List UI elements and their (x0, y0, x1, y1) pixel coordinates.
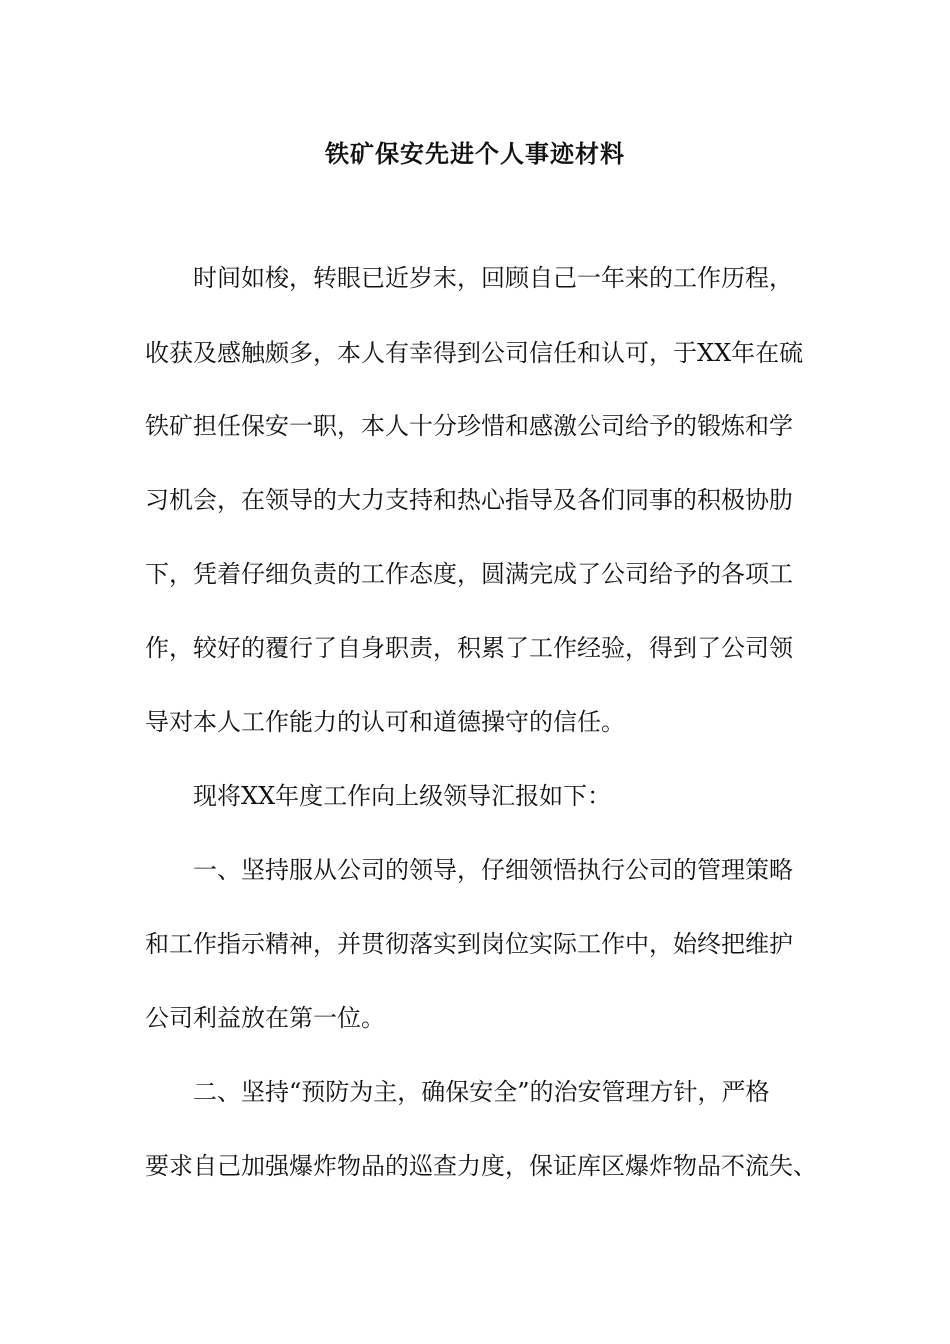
paragraph-line: 现将XX年度工作向上级领导汇报如下： (193, 782, 612, 810)
paragraph-line: 公司利益放在第一位。 (145, 1004, 385, 1032)
paragraph-line: 一、坚持服从公司的领导，仔细领悟执行公司的管理策略 (193, 856, 793, 884)
paragraph-line: 二、坚持“预防为主，确保安全”的治安管理方针，严格 (193, 1078, 770, 1106)
paragraph-line: 习机会，在领导的大力支持和热心指导及各们同事的积极协肋 (145, 486, 793, 514)
paragraph-line: 铁矿担任保安一职，本人十分珍惜和感激公司给予的锻炼和学 (145, 412, 793, 440)
paragraph-line: 作，较好的覆行了自身职责，积累了工作经验，得到了公司领 (145, 634, 793, 662)
paragraph-line: 收获及感触颇多，本人有幸得到公司信任和认可，于XX年在硫 (145, 339, 804, 367)
paragraph-line: 导对本人工作能力的认可和道德操守的信任。 (145, 708, 625, 736)
document-title: 铁矿保安先进个人事迹材料 (325, 139, 625, 168)
paragraph-line: 时间如梭，转眼已近岁末，回顾自己一年来的工作历程， (193, 264, 793, 292)
paragraph-line: 下，凭着仔细负责的工作态度，圆满完成了公司给予的各项工 (145, 560, 793, 588)
paragraph-line: 和工作指示精神，并贯彻落实到岗位实际工作中，始终把维护 (145, 930, 793, 958)
paragraph-line: 要求自己加强爆炸物品的巡查力度，保证库区爆炸物品不流失、 (145, 1152, 817, 1180)
